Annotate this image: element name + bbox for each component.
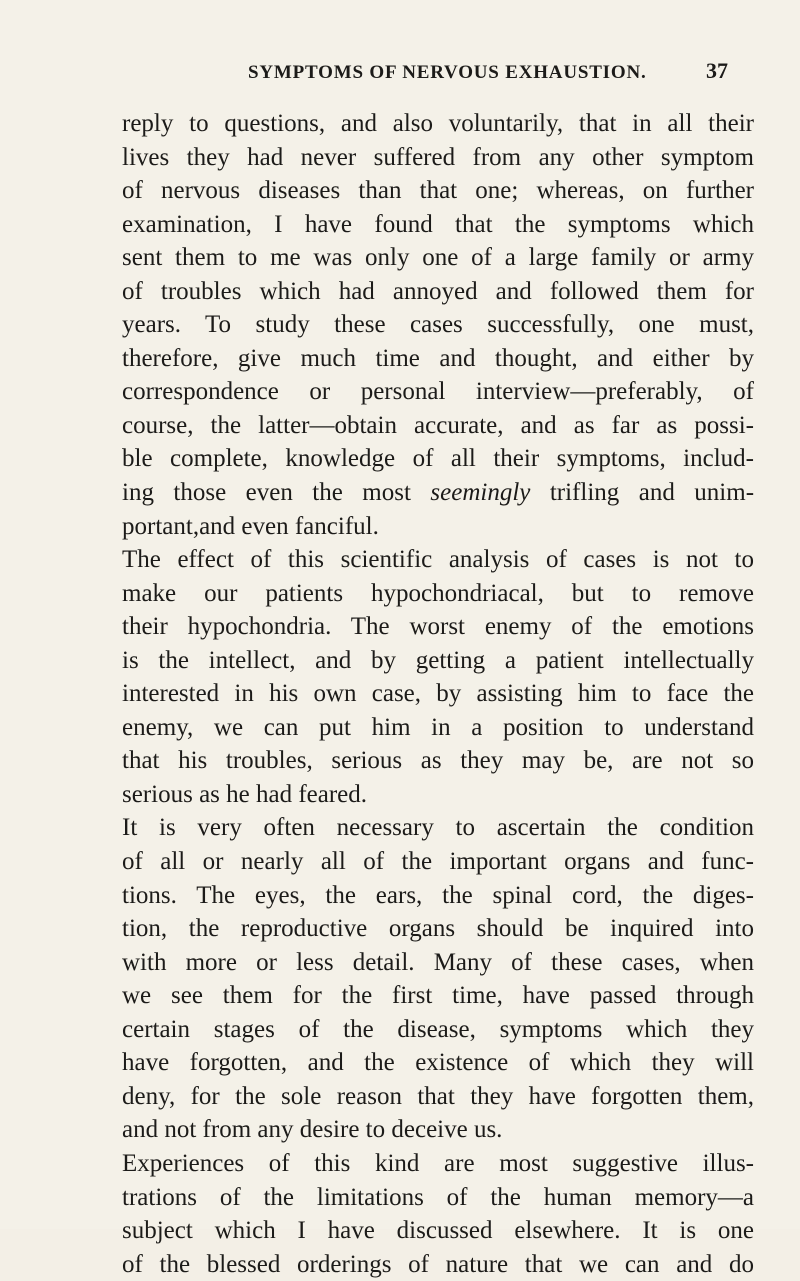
text-line: therefore, give much time and thought, and either by: [122, 344, 754, 372]
text-line: course, the latter—obtain accurate, and as far as possi-: [122, 411, 754, 439]
text-line: tion, the reproductive organs should be inquired into: [122, 915, 754, 943]
text-line: sent them to me was only one of a large family or army: [122, 244, 754, 272]
text-line: tions. The eyes, the ears, the spinal cord, the diges-: [122, 881, 754, 909]
text-line: make our patients hypochondriacal, but to remove: [122, 579, 754, 607]
text-line: serious as he had feared.: [122, 780, 368, 808]
text-line: reply to questions, and also voluntarily, that in all their: [122, 110, 754, 137]
text-line: of all or nearly all of the important organs and func-: [122, 848, 754, 876]
text-line: deny, for the sole reason that they have forgotten them,: [122, 1082, 754, 1110]
text-line: have forgotten, and the existence of which they will: [122, 1049, 754, 1077]
text-line: and not from any desire to deceive us.: [122, 1116, 503, 1144]
running-head: SYMPTOMS OF NERVOUS EXHAUSTION.: [248, 62, 647, 83]
page-number: 37: [706, 58, 728, 83]
text-line: with more or less detail. Many of these cases, when: [122, 948, 754, 976]
text-line: we see them for the first time, have passed through: [122, 982, 754, 1010]
text-line: certain stages of the disease, symptoms which they: [122, 1015, 754, 1043]
text-line: correspondence or personal interview—preferably, of: [122, 378, 754, 406]
text-line: Experiences of this kind are most suggestive illus-: [122, 1149, 754, 1177]
body-text: [122, 107, 754, 1281]
text-line: of nervous diseases than that one; whereas, on further: [122, 177, 754, 205]
text-segment: ing those even the most: [122, 479, 411, 507]
text-line: ble complete, knowledge of all their symptoms, includ-: [122, 445, 754, 473]
text-line: trations of the limitations of the human memory—a: [122, 1183, 754, 1211]
text-segment: trifling and unim-: [549, 479, 755, 507]
text-line: lives they had never suffered from any other symptom: [122, 143, 754, 171]
text-line: enemy, we can put him in a position to understand: [122, 713, 754, 741]
text-line-with-emphasis: [122, 476, 754, 510]
text-line: The effect of this scientific analysis of cases is not to: [122, 546, 754, 574]
text-line: of troubles which had annoyed and followed them for: [122, 277, 754, 305]
text-line: of the blessed orderings of nature that we can and do: [122, 1250, 754, 1278]
text-line: portant,and even fanciful.: [122, 512, 379, 540]
text-line: that his troubles, serious as they may be, are not so: [122, 747, 754, 775]
text-line: their hypochondria. The worst enemy of the emotions: [122, 613, 754, 641]
text-line: subject which I have discussed elsewhere. It is one: [122, 1217, 754, 1245]
text-line: It is very often necessary to ascertain the condition: [122, 814, 754, 842]
emphasized-word: seemingly: [430, 479, 531, 507]
text-line: examination, I have found that the symptoms which: [122, 210, 754, 238]
text-line: years. To study these cases successfully, one must,: [122, 311, 754, 339]
text-line: is the intellect, and by getting a patient intellectually: [122, 646, 754, 674]
text-line: interested in his own case, by assisting him to face the: [122, 680, 754, 708]
